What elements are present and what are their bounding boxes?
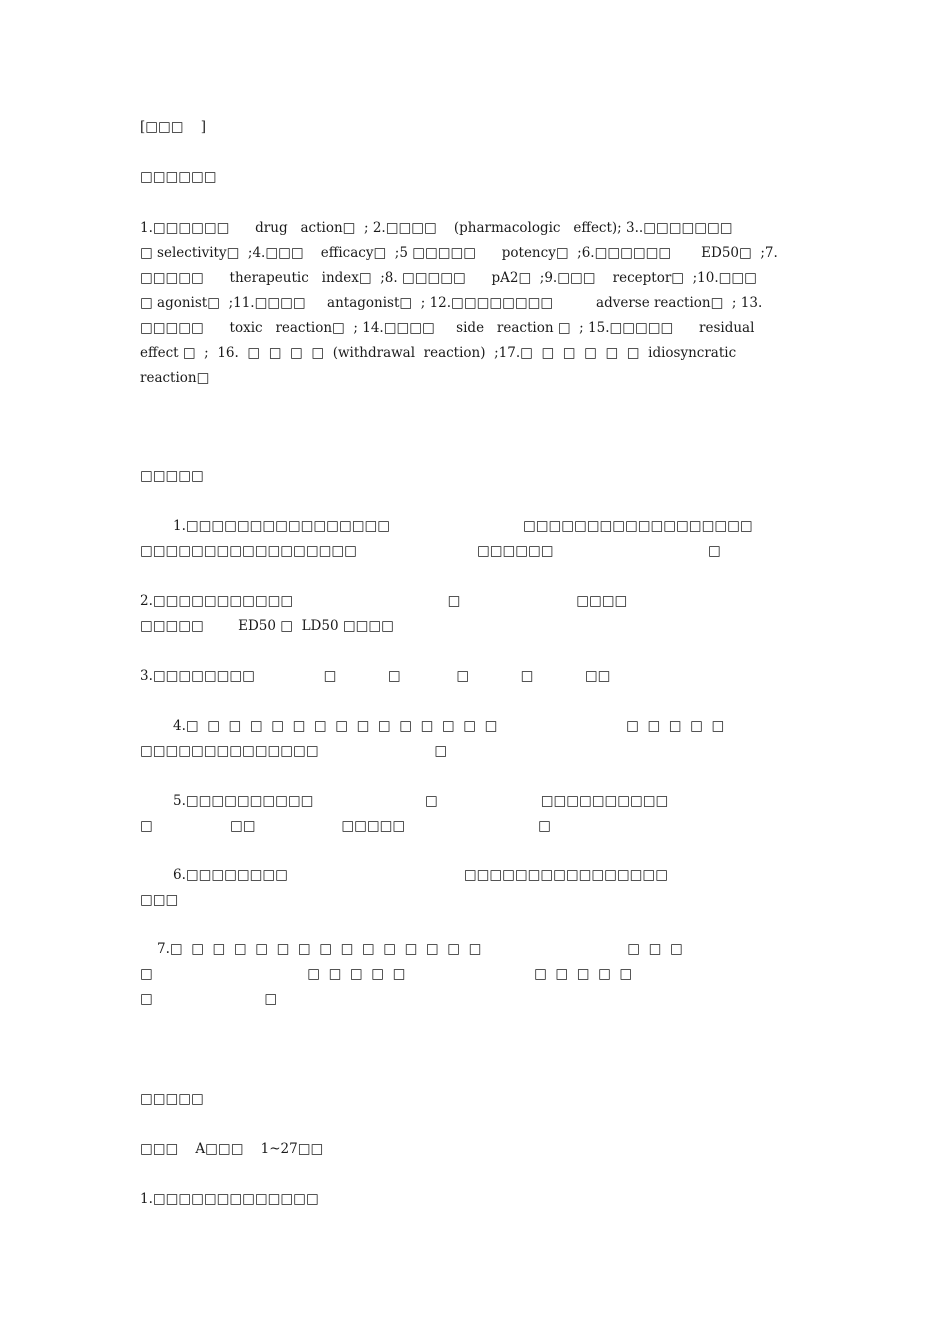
section-title-choice: □□□□□ bbox=[140, 1091, 204, 1107]
term-line: 1.□□□□□□ drug action□ ; 2.□□□□ (pharmacologic effect); 3..□□□□□□□ bbox=[140, 220, 733, 236]
section-title-terms: □□□□□□ bbox=[140, 169, 217, 185]
section-title-fill: □□□□□ bbox=[140, 468, 204, 484]
term-line: □□□□□ toxic reaction□ ; 14.□□□□ side reaction □ ; 15.□□□□□ residual bbox=[140, 320, 755, 336]
fill-line: □□□□□□□□□□□□□□□□□ □□□□□□ □ bbox=[140, 543, 721, 559]
term-line: effect □ ; 16. □ □ □ □ (withdrawal reaction) ;17.□ □ □ □ □ □ idiosyncratic bbox=[140, 345, 737, 361]
fill-line: □□□□□ ED50 □ LD50 □□□□ bbox=[140, 618, 394, 634]
fill-line: 1.□□□□□□□□□□□□□□□□ □□□□□□□□□□□□□□□□□□ bbox=[173, 518, 753, 534]
question-type-label: □□□ A□□□ 1~27□□ bbox=[140, 1141, 324, 1157]
fill-line: 7.□ □ □ □ □ □ □ □ □ □ □ □ □ □ □ □ □ □ bbox=[157, 941, 683, 957]
term-line: reaction□ bbox=[140, 370, 210, 386]
fill-line: □ □□ □□□□□ □ bbox=[140, 818, 551, 834]
fill-line: 6.□□□□□□□□ □□□□□□□□□□□□□□□□ bbox=[173, 867, 668, 883]
fill-line: 2.□□□□□□□□□□□ □ □□□□ bbox=[140, 593, 628, 609]
fill-line: □□□□□□□□□□□□□□ □ bbox=[140, 743, 448, 759]
fill-line: 4.□ □ □ □ □ □ □ □ □ □ □ □ □ □ □ □ □ □ □ □ bbox=[173, 718, 725, 734]
term-line: □□□□□ therapeutic index□ ;8. □□□□□ pA2□ ;9.□□□ receptor□ ;10.□□□ bbox=[140, 270, 757, 286]
fill-line: 3.□□□□□□□□ □ □ □ □ □□ bbox=[140, 668, 611, 684]
term-line: □ agonist□ ;11.□□□□ antagonist□ ; 12.□□□□□□□□ adverse reaction□ ; 13. bbox=[140, 295, 763, 311]
fill-line: 5.□□□□□□□□□□ □ □□□□□□□□□□ bbox=[173, 793, 669, 809]
bracket-label: [□□□ ] bbox=[140, 119, 206, 135]
fill-line: □□□ bbox=[140, 892, 179, 908]
fill-line: □ □ bbox=[140, 991, 278, 1007]
fill-line: □ □ □ □ □ □ □ □ □ □ □ bbox=[140, 966, 633, 982]
term-line: □ selectivity□ ;4.□□□ efficacy□ ;5 □□□□□ potency□ ;6.□□□□□□ ED50□ ;7. bbox=[140, 245, 778, 261]
question-1: 1.□□□□□□□□□□□□□ bbox=[140, 1191, 319, 1207]
